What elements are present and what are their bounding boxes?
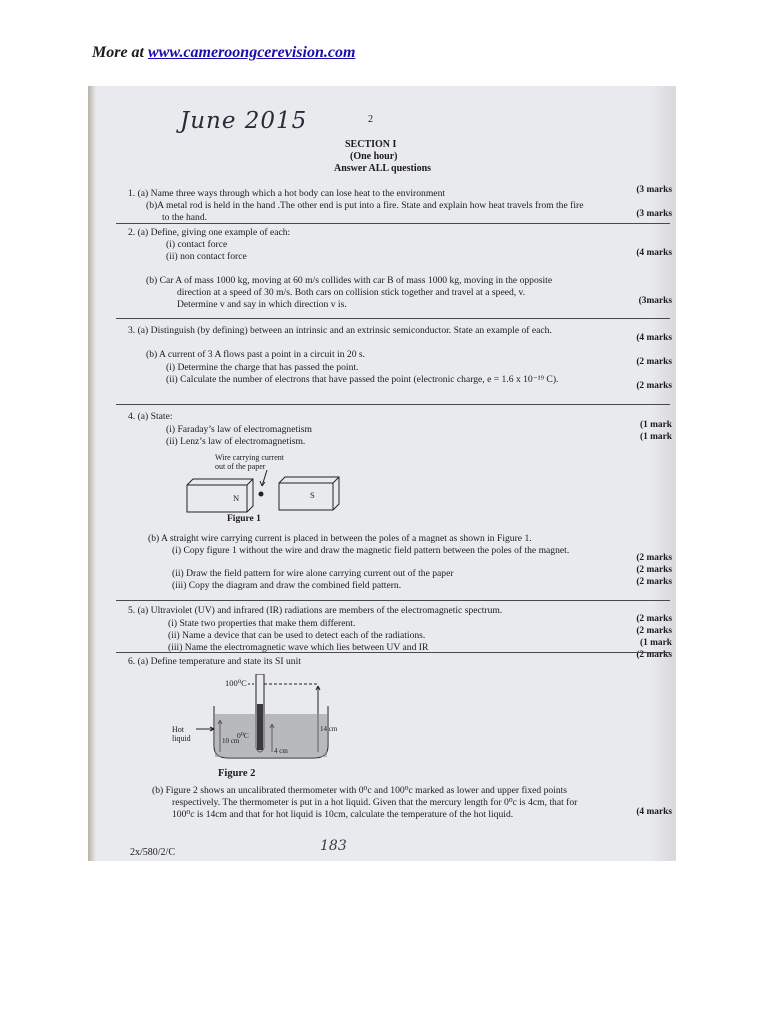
hot-liquid-label-2: liquid (172, 734, 191, 743)
q4b-ii: (ii) Draw the field pattern for wire alone carrying current out of the paper (172, 568, 454, 579)
paper-code: 2x/580/2/C (130, 847, 176, 858)
q4a-ii: (ii) Lenz’s law of electromagnetism. (166, 436, 306, 447)
figure-2-caption: Figure 2 (218, 768, 256, 779)
wire-arrow (262, 470, 267, 486)
length-14cm: 14 cm (320, 725, 338, 733)
magnet-s-pole (279, 477, 339, 510)
length-4cm: 4 cm (274, 747, 288, 755)
figure-1-label-2: out of the paper (215, 462, 266, 471)
website-link[interactable]: www.cameroongcerevision.com (148, 44, 356, 61)
q6a-text: 6. (a) Define temperature and state its SI unit (128, 656, 301, 667)
q6b-text-3: 100⁰c is 14cm and that for hot liquid is 10cm, calculate the temperature of the hot liquid. (172, 809, 514, 820)
q2a-ii: (ii) non contact force (166, 251, 247, 262)
figure-2-100c-label: 100⁰C (225, 678, 247, 688)
q3a-text: 3. (a) Distinguish (by defining) between an intrinsic and an extrinsic semiconductor. State an example of each. (128, 325, 552, 336)
q3b-i-marks: (2 marks (636, 357, 672, 367)
section-instruction: Answer ALL questions (334, 163, 432, 174)
q3b-ii-marks: (2 marks (636, 381, 672, 391)
q3b-i: (i) Determine the charge that has passed the point. (166, 362, 359, 373)
q5a-i-marks: (2 marks (636, 626, 672, 636)
q5a-text: 5. (a) Ultraviolet (UV) and infrared (IR) radiations are members of the electromagnetic spectrum. (128, 605, 503, 616)
mercury-column (257, 704, 263, 750)
handwritten-date: June 2015 (180, 108, 308, 134)
q4b-iii-marks: (2 marks (636, 577, 672, 587)
q4b-iii: (iii) Copy the diagram and draw the combined field pattern. (172, 580, 402, 591)
q3a-marks: (4 marks (636, 333, 672, 343)
q5a-ii: (ii) Name a device that can be used to detect each of the radiations. (168, 630, 426, 641)
figure-1-label-1: Wire carrying current (215, 453, 284, 462)
q3b-text: (b) A current of 3 A flows past a point in a circuit in 20 s. (146, 349, 366, 360)
q4b-ii-marks: (2 marks (636, 565, 672, 575)
divider (116, 223, 670, 224)
pole-s-label: S (310, 490, 315, 500)
header-prefix: More at (92, 44, 144, 61)
q4a-i-marks: (1 mark (639, 420, 672, 430)
q2b-text-1: (b) Car A of mass 1000 kg, moving at 60 m/s collides with car B of mass 1000 kg, moving in the opposite (146, 275, 553, 286)
q1b-marks: (3 marks (636, 209, 672, 219)
scanned-exam-page (88, 86, 676, 861)
q1a-marks: (3 marks (636, 185, 672, 195)
zero-c-label: 0⁰C (237, 731, 249, 740)
q4b-i-marks: (2 marks (636, 553, 672, 563)
q4b-text: (b) A straight wire carrying current is placed in between the poles of a magnet as shown in Figure 1. (148, 533, 532, 544)
q1b-text: (b)A metal rod is held in the hand .The other end is put into a fire. State and explain how heat travels from the fire (146, 200, 584, 211)
q2b-text-3: Determine v and say in which direction v is. (177, 299, 347, 310)
q5a-i: (i) State two properties that make them different. (168, 618, 356, 629)
q4a-ii-marks: (1 mark (639, 432, 672, 442)
q2a-marks: (4 marks (636, 248, 672, 258)
divider (116, 652, 670, 653)
q5a-marks: (2 marks (636, 614, 672, 624)
q4a-i: (i) Faraday’s law of electromagnetism (166, 424, 312, 435)
q2a-text: 2. (a) Define, giving one example of each: (128, 227, 291, 238)
page-edge (650, 86, 676, 861)
length-10cm: 10 cm (222, 737, 240, 745)
handwritten-page-number: 183 (320, 838, 347, 854)
q5a-iii: (iii) Name the electromagnetic wave which lies between UV and IR (168, 642, 429, 653)
pole-n-label: N (233, 493, 240, 503)
page-header (92, 44, 355, 62)
q4b-i: (i) Copy figure 1 without the wire and draw the magnetic field pattern between the poles of the magnet. (172, 545, 570, 556)
figure-1 (183, 452, 353, 532)
page-number: 2 (368, 114, 373, 125)
figure-2 (168, 674, 338, 774)
figure-1-caption: Figure 1 (227, 514, 261, 524)
q6b-text-2: respectively. The thermometer is put in a hot liquid. Given that the mercury length for 0⁰c is 4cm, that for (172, 797, 578, 808)
q4a-text: 4. (a) State: (128, 411, 173, 422)
q5a-iii-marks: (2 marks (636, 650, 672, 660)
section-duration: (One hour) (350, 151, 398, 162)
q6b-marks: (4 marks (636, 807, 672, 817)
divider (116, 600, 670, 601)
current-wire (259, 492, 264, 497)
q3b-ii: (ii) Calculate the number of electrons that have passed the point (electronic charge, e = 1.6 x 10⁻¹⁹ C). (166, 374, 559, 385)
divider (116, 318, 670, 319)
q5a-ii-marks: (1 mark (639, 638, 672, 648)
section-title: SECTION I (345, 139, 397, 150)
divider (116, 404, 670, 405)
q1a-text: 1. (a) Name three ways through which a hot body can lose heat to the environment (128, 188, 446, 199)
q2a-i: (i) contact force (166, 239, 228, 250)
q6b-text-1: (b) Figure 2 shows an uncalibrated thermometer with 0⁰c and 100⁰c marked as lower and upper fixed points (152, 785, 568, 796)
q2b-marks: (3marks (638, 296, 672, 306)
magnet-n-pole (187, 479, 253, 512)
q1b-text-2: to the hand. (162, 212, 208, 223)
hot-liquid-label-1: Hot (172, 725, 184, 734)
magnet-diagram (183, 470, 353, 532)
q2b-text-2: direction at a speed of 30 m/s. Both cars on collision stick together and travel at a speed, v. (177, 287, 526, 298)
thermometer-diagram (168, 674, 338, 764)
